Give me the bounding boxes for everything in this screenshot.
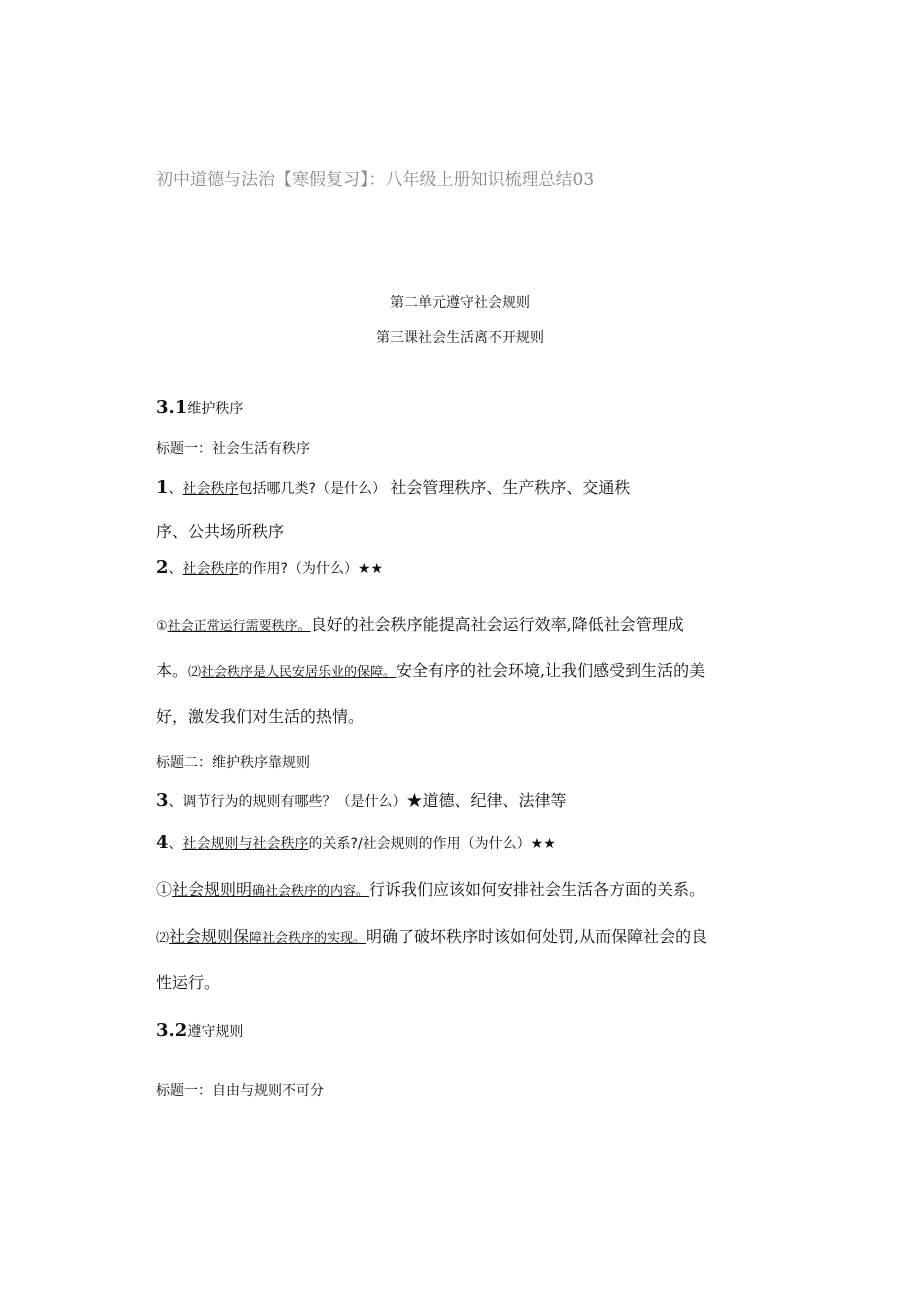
key-point-a: 社会规则明 [172, 880, 253, 899]
keyword: 社会规则与社会秩序 [182, 836, 309, 852]
section-3-1 [156, 397, 243, 418]
explanation: 明确了破坏秩序时该如何处罚,从而保障社会的良 [366, 927, 708, 946]
explanation: 行诉我们应该如何安排社会生活各方面的关系。 [369, 880, 706, 899]
key-point-b: 障社会秩序的实现。 [249, 931, 367, 946]
key-point-b: 确社会秩序的内容。 [252, 884, 370, 899]
question-2 [156, 557, 383, 578]
question-3 [156, 788, 567, 811]
question-text: 的关系?/社会规则的作用（为什么）★★ [308, 836, 556, 852]
list-marker: ⑵ [188, 665, 202, 680]
separator: 、 [168, 794, 183, 810]
list-marker: ① [156, 619, 168, 634]
section-number: 3.1 [156, 397, 188, 418]
explanation: 良好的社会秩序能提高社会运行效率,降低社会管理成 [310, 615, 684, 634]
document-title: 初中道德与法治【寒假复习】：八年级上册知识梳理总结03 [156, 170, 595, 190]
question-text: 调节行为的规则有哪些？（是什么） [182, 794, 407, 810]
key-point: 社会正常运行需要秩序。 [167, 619, 311, 634]
heading-1: 标题一：社会生活有秩序 [156, 441, 310, 457]
answer-continuation: 序、公共场所秩序 [156, 522, 285, 541]
answer-4-2-end: 性运行。 [156, 973, 221, 992]
unit-title: 第二单元遵守社会规则 [390, 295, 530, 311]
key-point: 社会秩序是人民安居乐业的保障。 [201, 665, 397, 680]
answer-text: ★道德、纪律、法律等 [406, 791, 567, 810]
section-number: 3.2 [156, 1020, 188, 1041]
question-number: 3 [156, 790, 169, 811]
question-text: 包括哪几类?（是什么） [238, 481, 386, 497]
section-3-2 [156, 1020, 243, 1041]
lesson-title: 第三课社会生活离不开规则 [376, 330, 544, 346]
question-1 [156, 475, 630, 498]
question-number: 1 [156, 477, 169, 498]
section-label: 遵守规则 [187, 1024, 244, 1040]
keyword: 社会秩序 [182, 481, 239, 497]
question-4 [156, 832, 556, 853]
question-number: 4 [156, 832, 169, 853]
explanation-end: 本。 [156, 661, 189, 680]
heading-2: 标题二：维护秩序靠规则 [156, 755, 310, 771]
keyword: 社会秩序 [182, 561, 239, 577]
list-marker: ① [156, 880, 173, 899]
question-text: 的作用?（为什么）★★ [238, 561, 384, 577]
question-number: 2 [156, 557, 169, 578]
separator: 、 [168, 481, 183, 497]
answer-text: 社会管理秩序、生产秩序、交通秩 [390, 478, 631, 497]
answer-paragraph-1-end [156, 658, 705, 681]
list-marker: ⑵ [156, 931, 170, 946]
key-point-a: 社会规则保 [169, 927, 250, 946]
answer-4-1 [156, 877, 705, 900]
heading-3: 标题一：自由与规则不可分 [156, 1083, 324, 1099]
separator: 、 [168, 561, 183, 577]
explanation: 安全有序的社会环境,让我们感受到生活的美 [396, 661, 706, 680]
answer-4-2 [156, 924, 707, 947]
answer-paragraph-1 [156, 612, 684, 635]
separator: 、 [168, 836, 183, 852]
answer-paragraph-2-end: 好，激发我们对生活的热情。 [156, 707, 365, 726]
section-label: 维护秩序 [187, 401, 244, 417]
